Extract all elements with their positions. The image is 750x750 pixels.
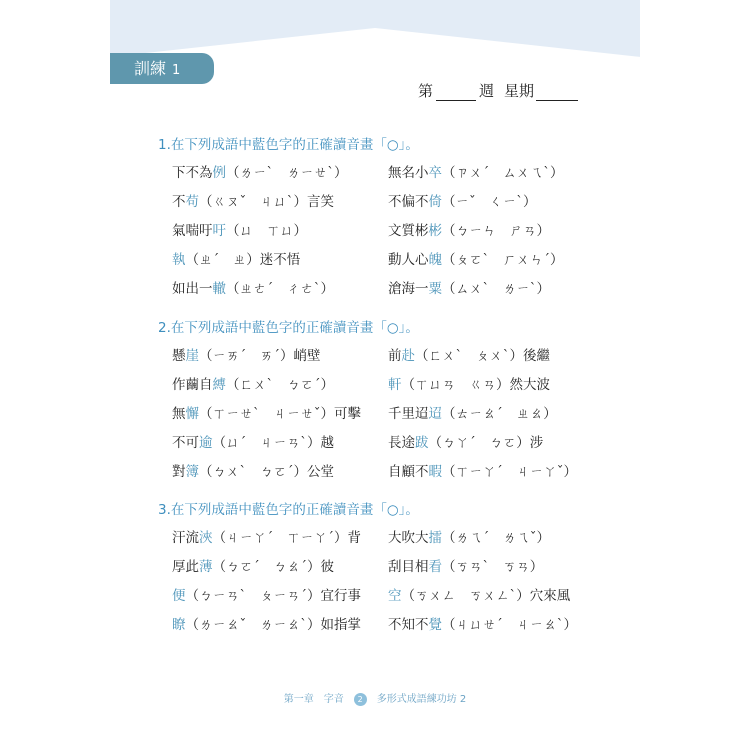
idiom-item[interactable] bbox=[388, 344, 550, 364]
footer-book: 多形式成語練功坊 2 bbox=[376, 694, 467, 705]
idiom-item[interactable] bbox=[172, 344, 321, 364]
idiom-suffix: （ㄌㄟˊ ㄌㄟˇ） bbox=[442, 530, 550, 546]
idiom-suffix: （ㄩˊ ㄐㄧㄢˋ）越 bbox=[212, 435, 334, 451]
idiom-item[interactable] bbox=[388, 373, 550, 393]
idiom-suffix: （ㄅㄧㄢˋ ㄆㄧㄢˊ）宜行事 bbox=[185, 588, 361, 604]
target-character: 浹 bbox=[199, 530, 213, 546]
idiom-item[interactable] bbox=[172, 584, 361, 604]
idiom-suffix: （ㄐㄩㄝˊ ㄐㄧㄠˋ） bbox=[442, 617, 577, 633]
target-character: 覺 bbox=[428, 617, 442, 633]
idiom-prefix: 不 bbox=[172, 194, 186, 210]
target-character: 魄 bbox=[428, 252, 442, 268]
idiom-prefix: 無 bbox=[172, 406, 186, 422]
idiom-suffix: （ㄗㄨˊ ㄙㄨㄟˋ） bbox=[442, 165, 564, 181]
idiom-item[interactable] bbox=[388, 190, 537, 210]
idiom-item[interactable] bbox=[172, 277, 334, 297]
idiom-item[interactable] bbox=[388, 526, 550, 546]
idiom-suffix: （ㄌㄧㄠˇ ㄌㄧㄠˋ）如指掌 bbox=[185, 617, 361, 633]
idiom-prefix: 作繭自 bbox=[172, 377, 213, 393]
idiom-prefix: 不知不 bbox=[388, 617, 429, 633]
target-character: 便 bbox=[172, 588, 186, 604]
idiom-item[interactable] bbox=[172, 555, 334, 575]
idiom-item[interactable] bbox=[388, 248, 564, 268]
week-line bbox=[418, 80, 578, 101]
idiom-suffix: （ㄌㄧˋ ㄌㄧㄝˋ） bbox=[226, 165, 348, 181]
idiom-prefix: 氣喘吁 bbox=[172, 223, 213, 239]
weekday-label: 星期 bbox=[504, 82, 535, 100]
section-heading: 2.在下列成語中藍色字的正確讀音畫「○」。 bbox=[158, 320, 419, 336]
target-character: 執 bbox=[172, 252, 186, 268]
target-character: 苟 bbox=[185, 194, 199, 210]
target-character: 跋 bbox=[415, 435, 429, 451]
target-character: 暇 bbox=[428, 464, 442, 480]
idiom-suffix: （ㄅㄧㄣ ㄕㄢ） bbox=[442, 223, 550, 239]
idiom-item[interactable] bbox=[172, 373, 334, 393]
idiom-suffix: （ㄈㄨˋ ㄆㄨˋ）後繼 bbox=[415, 348, 550, 364]
idiom-suffix: （ㄧˇ ㄑㄧˋ） bbox=[442, 194, 537, 210]
idiom-suffix: （ㄩ ㄒㄩ） bbox=[226, 223, 307, 239]
idiom-prefix: 不偏不 bbox=[388, 194, 429, 210]
idiom-item[interactable] bbox=[172, 190, 334, 210]
target-character: 粟 bbox=[428, 281, 442, 297]
target-character: 逾 bbox=[199, 435, 213, 451]
idiom-suffix: （ㄓˊ ㄓ）迷不悟 bbox=[185, 252, 301, 268]
title-label: 訓練 bbox=[134, 59, 167, 78]
idiom-prefix: 懸 bbox=[172, 348, 186, 364]
idiom-suffix: （ㄙㄨˋ ㄌㄧˋ） bbox=[442, 281, 550, 297]
target-character: 卒 bbox=[428, 165, 442, 181]
target-character: 彬 bbox=[428, 223, 442, 239]
target-character: 軒 bbox=[388, 377, 402, 393]
target-character: 縛 bbox=[212, 377, 226, 393]
idiom-item[interactable] bbox=[172, 402, 361, 422]
idiom-suffix: （ㄓㄜˊ ㄔㄜˋ） bbox=[226, 281, 334, 297]
target-character: 赴 bbox=[401, 348, 415, 364]
idiom-suffix: （ㄐㄧㄚˊ ㄒㄧㄚˊ）背 bbox=[212, 530, 361, 546]
idiom-prefix: 厚此 bbox=[172, 559, 199, 575]
idiom-item[interactable] bbox=[172, 248, 300, 268]
page-number: 2 bbox=[354, 693, 367, 706]
idiom-suffix: （ㄍㄡˇ ㄐㄩˋ）言笑 bbox=[199, 194, 334, 210]
idiom-item[interactable] bbox=[172, 526, 361, 546]
idiom-prefix: 自顧不 bbox=[388, 464, 429, 480]
idiom-prefix: 前 bbox=[388, 348, 402, 364]
idiom-prefix: 如出一 bbox=[172, 281, 213, 297]
idiom-suffix: （ㄅㄚˊ ㄅㄛ）涉 bbox=[428, 435, 544, 451]
idiom-suffix: （ㄧㄞˊ ㄞˊ）峭壁 bbox=[199, 348, 321, 364]
idiom-prefix: 長途 bbox=[388, 435, 415, 451]
idiom-item[interactable] bbox=[388, 161, 564, 181]
target-character: 懈 bbox=[185, 406, 199, 422]
target-character: 崖 bbox=[185, 348, 199, 364]
idiom-item[interactable] bbox=[172, 161, 348, 181]
idiom-prefix: 動人心 bbox=[388, 252, 429, 268]
target-character: 擂 bbox=[428, 530, 442, 546]
idiom-suffix: （ㄒㄧㄝˋ ㄐㄧㄝˇ）可擊 bbox=[199, 406, 361, 422]
target-character: 看 bbox=[428, 559, 442, 575]
idiom-prefix: 對 bbox=[172, 464, 186, 480]
idiom-item[interactable] bbox=[388, 277, 550, 297]
idiom-item[interactable] bbox=[388, 613, 577, 633]
idiom-item[interactable] bbox=[172, 431, 334, 451]
idiom-item[interactable] bbox=[388, 219, 550, 239]
title-number: 1 bbox=[172, 63, 181, 78]
idiom-prefix: 刮目相 bbox=[388, 559, 429, 575]
idiom-suffix: （ㄅㄛˊ ㄅㄠˊ）彼 bbox=[212, 559, 334, 575]
idiom-prefix: 文質彬 bbox=[388, 223, 429, 239]
idiom-item[interactable] bbox=[172, 613, 361, 633]
idiom-prefix: 大吹大 bbox=[388, 530, 429, 546]
idiom-prefix: 無名小 bbox=[388, 165, 429, 181]
target-character: 瞭 bbox=[172, 617, 186, 633]
idiom-suffix: （ㄊㄧㄠˊ ㄓㄠ） bbox=[442, 406, 557, 422]
idiom-prefix: 滄海一 bbox=[388, 281, 429, 297]
idiom-item[interactable] bbox=[388, 460, 577, 480]
idiom-suffix: （ㄅㄨˋ ㄅㄛˊ）公堂 bbox=[199, 464, 334, 480]
target-character: 空 bbox=[388, 588, 402, 604]
target-character: 倚 bbox=[428, 194, 442, 210]
idiom-item[interactable] bbox=[388, 431, 543, 451]
idiom-prefix: 不可 bbox=[172, 435, 199, 451]
idiom-item[interactable] bbox=[388, 555, 543, 575]
target-character: 轍 bbox=[212, 281, 226, 297]
target-character: 迢 bbox=[428, 406, 442, 422]
section-heading: 3.在下列成語中藍色字的正確讀音畫「○」。 bbox=[158, 502, 419, 518]
idiom-item[interactable] bbox=[172, 460, 334, 480]
idiom-prefix: 汗流 bbox=[172, 530, 199, 546]
section-heading: 1.在下列成語中藍色字的正確讀音畫「○」。 bbox=[158, 137, 419, 153]
idiom-suffix: （ㄈㄨˋ ㄅㄛˊ） bbox=[226, 377, 334, 393]
idiom-item[interactable] bbox=[172, 219, 307, 239]
idiom-suffix: （ㄒㄩㄢ ㄍㄢ）然大波 bbox=[401, 377, 550, 393]
idiom-suffix: （ㄆㄛˋ ㄏㄨㄣˊ） bbox=[442, 252, 564, 268]
footer bbox=[110, 690, 640, 706]
idiom-suffix: （ㄎㄨㄥ ㄎㄨㄥˋ）穴來風 bbox=[401, 588, 571, 604]
week-prefix: 第 bbox=[418, 82, 434, 100]
title-tab bbox=[110, 53, 214, 84]
footer-chapter: 第一章 字音 bbox=[283, 694, 344, 705]
idiom-item[interactable] bbox=[388, 402, 557, 422]
target-character: 吁 bbox=[212, 223, 226, 239]
idiom-suffix: （ㄎㄢˋ ㄎㄢ） bbox=[442, 559, 544, 575]
idiom-item[interactable] bbox=[388, 584, 570, 604]
week-blank[interactable] bbox=[436, 84, 476, 101]
idiom-prefix: 下不為 bbox=[172, 165, 213, 181]
idiom-suffix: （ㄒㄧㄚˊ ㄐㄧㄚˇ） bbox=[442, 464, 577, 480]
week-mid: 週 bbox=[479, 82, 495, 100]
weekday-blank[interactable] bbox=[536, 84, 578, 101]
target-character: 簿 bbox=[185, 464, 199, 480]
idiom-prefix: 千里迢 bbox=[388, 406, 429, 422]
target-character: 薄 bbox=[199, 559, 213, 575]
target-character: 例 bbox=[212, 165, 226, 181]
